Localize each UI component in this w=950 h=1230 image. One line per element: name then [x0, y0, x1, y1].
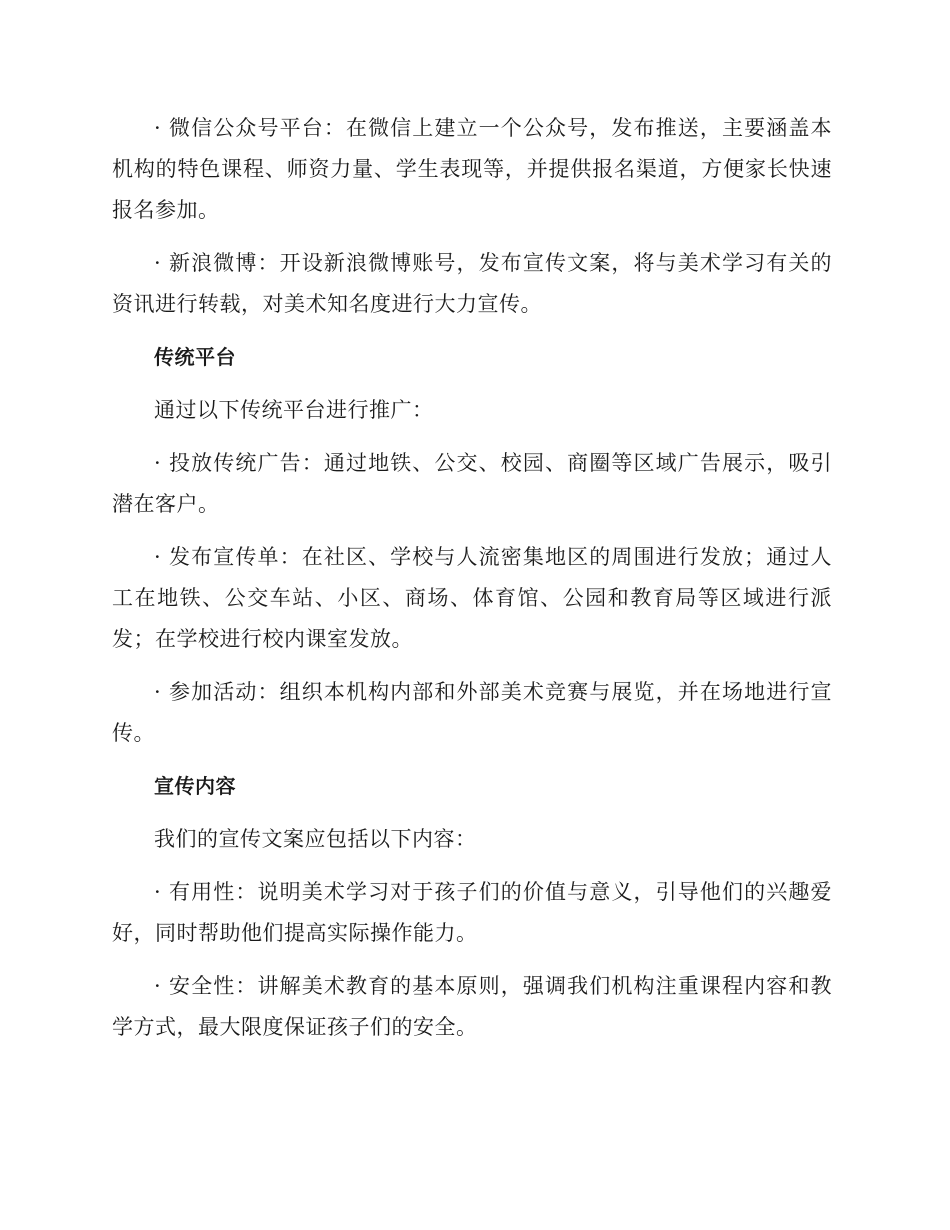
bullet-wechat: · 微信公众号平台：在微信上建立一个公众号，发布推送，主要涵盖本机构的特色课程、师资力量、学生表现等，并提供报名渠道，方便家长快速报名参加。	[112, 116, 832, 222]
section-heading-traditional: 传统平台	[154, 345, 236, 369]
bullet-weibo: · 新浪微博：开设新浪微博账号，发布宣传文案，将与美术学习有关的资讯进行转载，对美术知名度进行大力宣传。	[112, 251, 832, 316]
bullet-ads: · 投放传统广告：通过地铁、公交、校园、商圈等区域广告展示，吸引潜在客户。	[112, 451, 832, 516]
bullet-flyers: · 发布宣传单：在社区、学校与人流密集地区的周围进行发放；通过人工在地铁、公交车站、小区、商场、体育馆、公园和教育局等区域进行派发；在学校进行校内课室发放。	[112, 545, 832, 651]
bullet-events: · 参加活动：组织本机构内部和外部美术竞赛与展览，并在场地进行宣传。	[112, 680, 832, 745]
bullet-safety: · 安全性：讲解美术教育的基本原则，强调我们机构注重课程内容和教学方式，最大限度保证孩子们的安全。	[112, 974, 832, 1039]
section-heading-content: 宣传内容	[154, 774, 236, 798]
document-body	[112, 108, 832, 1060]
intro-traditional: 通过以下传统平台进行推广：	[154, 398, 434, 422]
intro-content: 我们的宣传文案应包括以下内容：	[154, 827, 477, 851]
bullet-usefulness: · 有用性：说明美术学习对于孩子们的价值与意义，引导他们的兴趣爱好，同时帮助他们提高实际操作能力。	[112, 880, 832, 945]
